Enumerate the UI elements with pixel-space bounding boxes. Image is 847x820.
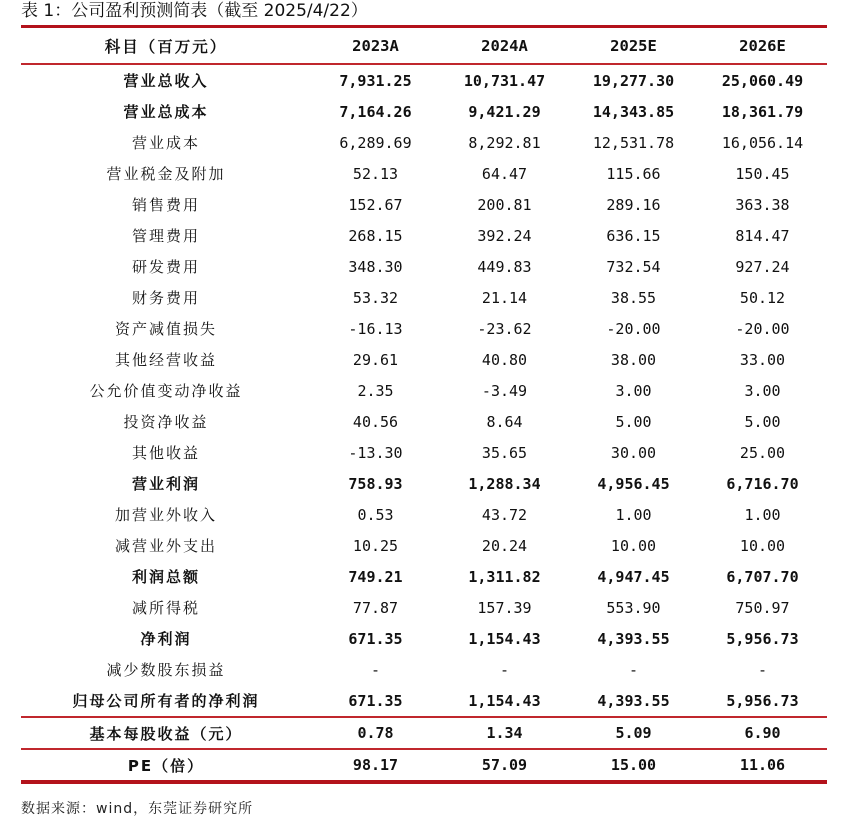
row-value: 927.24 bbox=[735, 257, 790, 276]
row-value: 1.34 bbox=[486, 724, 523, 742]
row-value: 29.61 bbox=[352, 350, 399, 369]
row-label: 财务费用 bbox=[131, 289, 200, 307]
row-value: 18,361.79 bbox=[721, 102, 804, 121]
table-row bbox=[21, 220, 827, 251]
row-value: 449.83 bbox=[477, 257, 532, 276]
row-value: 5.00 bbox=[615, 412, 652, 431]
table-row bbox=[21, 437, 827, 468]
row-value: 25,060.49 bbox=[721, 71, 804, 90]
row-label: 营业总成本 bbox=[123, 103, 209, 121]
row-value: 40.80 bbox=[481, 350, 528, 369]
table-header-row bbox=[21, 27, 827, 65]
row-value: 0.78 bbox=[357, 724, 394, 742]
row-value: 10.25 bbox=[352, 536, 399, 555]
row-value: 38.00 bbox=[610, 350, 657, 369]
row-value: 5,956.73 bbox=[726, 629, 799, 648]
row-label: 投资净收益 bbox=[123, 413, 209, 431]
row-value: 814.47 bbox=[735, 226, 790, 245]
table-row bbox=[21, 749, 827, 782]
row-value: 9,421.29 bbox=[468, 102, 541, 121]
row-value: 4,956.45 bbox=[597, 474, 670, 493]
row-value: 1,154.43 bbox=[468, 691, 541, 710]
row-value: 1.00 bbox=[615, 505, 652, 524]
row-label: 管理费用 bbox=[131, 227, 200, 245]
row-label: PE（倍） bbox=[127, 756, 205, 775]
row-value: 15.00 bbox=[610, 756, 657, 774]
row-value: 363.38 bbox=[735, 195, 790, 214]
table-row bbox=[21, 530, 827, 561]
row-value: -13.30 bbox=[348, 443, 403, 462]
table-row bbox=[21, 313, 827, 344]
data-source-note: 数据来源：wind，东莞证券研究所 bbox=[21, 801, 254, 817]
table-row bbox=[21, 561, 827, 592]
row-label: 归母公司所有者的净利润 bbox=[72, 692, 260, 710]
table-row bbox=[21, 685, 827, 717]
row-label: 净利润 bbox=[140, 630, 192, 648]
row-value: 289.16 bbox=[606, 195, 661, 214]
row-value: 671.35 bbox=[348, 691, 403, 710]
row-value: 671.35 bbox=[348, 629, 403, 648]
table-row bbox=[21, 96, 827, 127]
row-label: 公允价值变动净收益 bbox=[89, 382, 243, 400]
row-value: 4,393.55 bbox=[597, 629, 670, 648]
row-value: 115.66 bbox=[606, 164, 661, 183]
row-value: 1,311.82 bbox=[468, 567, 541, 586]
table-row bbox=[21, 406, 827, 437]
row-label: 减所得税 bbox=[131, 599, 200, 617]
row-value: 150.45 bbox=[735, 164, 790, 183]
row-value: 57.09 bbox=[481, 756, 528, 774]
header-year-2025e: 2025E bbox=[610, 36, 657, 55]
row-value: 1,288.34 bbox=[468, 474, 541, 493]
row-value: 20.24 bbox=[481, 536, 528, 555]
row-value: 268.15 bbox=[348, 226, 403, 245]
row-value: 348.30 bbox=[348, 257, 403, 276]
row-value: 5.09 bbox=[615, 724, 652, 742]
row-value: 16,056.14 bbox=[721, 133, 804, 152]
row-value: 8.64 bbox=[486, 412, 523, 431]
table-row bbox=[21, 189, 827, 220]
row-value: 6,707.70 bbox=[726, 567, 799, 586]
row-value: - bbox=[628, 660, 639, 679]
row-value: 750.97 bbox=[735, 598, 790, 617]
row-label: 营业利润 bbox=[131, 475, 200, 493]
row-label: 减营业外支出 bbox=[114, 537, 217, 555]
row-value: -20.00 bbox=[735, 319, 790, 338]
row-label: 销售费用 bbox=[131, 196, 200, 214]
row-value: 50.12 bbox=[739, 288, 786, 307]
row-value: 1,154.43 bbox=[468, 629, 541, 648]
row-value: - bbox=[370, 660, 381, 679]
row-value: -20.00 bbox=[606, 319, 661, 338]
table-row bbox=[21, 592, 827, 623]
row-value: 636.15 bbox=[606, 226, 661, 245]
row-value: 64.47 bbox=[481, 164, 528, 183]
row-value: 4,393.55 bbox=[597, 691, 670, 710]
row-value: 7,931.25 bbox=[339, 71, 412, 90]
row-value: 6,716.70 bbox=[726, 474, 799, 493]
table-title: 表 1：公司盈利预测简表（截至 2025/4/22） bbox=[21, 1, 368, 21]
row-value: 10,731.47 bbox=[463, 71, 546, 90]
row-value: -3.49 bbox=[481, 381, 528, 400]
row-value: 200.81 bbox=[477, 195, 532, 214]
table-row bbox=[21, 158, 827, 189]
table-row bbox=[21, 623, 827, 654]
profit-forecast-table bbox=[21, 25, 827, 784]
row-value: 25.00 bbox=[739, 443, 786, 462]
row-value: 98.17 bbox=[352, 756, 399, 774]
row-value: 52.13 bbox=[352, 164, 399, 183]
row-value: 19,277.30 bbox=[592, 71, 675, 90]
row-value: 157.39 bbox=[477, 598, 532, 617]
row-value: 10.00 bbox=[610, 536, 657, 555]
table-row bbox=[21, 251, 827, 282]
row-value: 732.54 bbox=[606, 257, 661, 276]
row-value: 53.32 bbox=[352, 288, 399, 307]
table-row bbox=[21, 64, 827, 96]
row-value: 33.00 bbox=[739, 350, 786, 369]
header-label: 科目（百万元） bbox=[104, 37, 228, 56]
row-value: 38.55 bbox=[610, 288, 657, 307]
header-year-2026e: 2026E bbox=[739, 36, 786, 55]
row-value: 43.72 bbox=[481, 505, 528, 524]
row-value: 11.06 bbox=[739, 756, 786, 774]
row-label: 营业总收入 bbox=[123, 72, 209, 90]
header-year-2023a: 2023A bbox=[352, 36, 399, 55]
row-value: 553.90 bbox=[606, 598, 661, 617]
row-value: 749.21 bbox=[348, 567, 403, 586]
row-value: 2.35 bbox=[357, 381, 394, 400]
row-value: 5,956.73 bbox=[726, 691, 799, 710]
row-value: 40.56 bbox=[352, 412, 399, 431]
row-value: -23.62 bbox=[477, 319, 532, 338]
row-label: 加营业外收入 bbox=[114, 506, 217, 524]
row-value: 6.90 bbox=[744, 724, 781, 742]
row-label: 研发费用 bbox=[131, 258, 200, 276]
header-year-2024a: 2024A bbox=[481, 36, 528, 55]
row-value: 14,343.85 bbox=[592, 102, 675, 121]
row-value: 10.00 bbox=[739, 536, 786, 555]
row-value: 0.53 bbox=[357, 505, 394, 524]
table-row bbox=[21, 344, 827, 375]
row-value: 21.14 bbox=[481, 288, 528, 307]
row-label: 基本每股收益（元） bbox=[89, 724, 243, 743]
row-value: 77.87 bbox=[352, 598, 399, 617]
table-row bbox=[21, 282, 827, 313]
table-row bbox=[21, 654, 827, 685]
row-value: 758.93 bbox=[348, 474, 403, 493]
row-label: 其他经营收益 bbox=[114, 351, 217, 369]
row-value: 35.65 bbox=[481, 443, 528, 462]
row-label: 资产减值损失 bbox=[114, 320, 217, 338]
table-row bbox=[21, 468, 827, 499]
row-value: 3.00 bbox=[744, 381, 781, 400]
row-value: 5.00 bbox=[744, 412, 781, 431]
row-value: - bbox=[499, 660, 510, 679]
row-label: 营业税金及附加 bbox=[106, 165, 226, 183]
row-value: 30.00 bbox=[610, 443, 657, 462]
row-label: 其他收益 bbox=[131, 444, 200, 462]
row-value: 6,289.69 bbox=[339, 133, 412, 152]
row-value: 4,947.45 bbox=[597, 567, 670, 586]
row-value: 8,292.81 bbox=[468, 133, 541, 152]
row-value: 392.24 bbox=[477, 226, 532, 245]
row-label: 减少数股东损益 bbox=[106, 661, 226, 679]
row-value: 3.00 bbox=[615, 381, 652, 400]
row-label: 营业成本 bbox=[131, 134, 200, 152]
row-value: 7,164.26 bbox=[339, 102, 412, 121]
row-value: 12,531.78 bbox=[592, 133, 675, 152]
row-value: -16.13 bbox=[348, 319, 403, 338]
table-row bbox=[21, 499, 827, 530]
row-value: 1.00 bbox=[744, 505, 781, 524]
table-row bbox=[21, 375, 827, 406]
table-row bbox=[21, 127, 827, 158]
row-value: 152.67 bbox=[348, 195, 403, 214]
table-row bbox=[21, 717, 827, 749]
row-label: 利润总额 bbox=[131, 568, 200, 586]
row-value: - bbox=[757, 660, 768, 679]
